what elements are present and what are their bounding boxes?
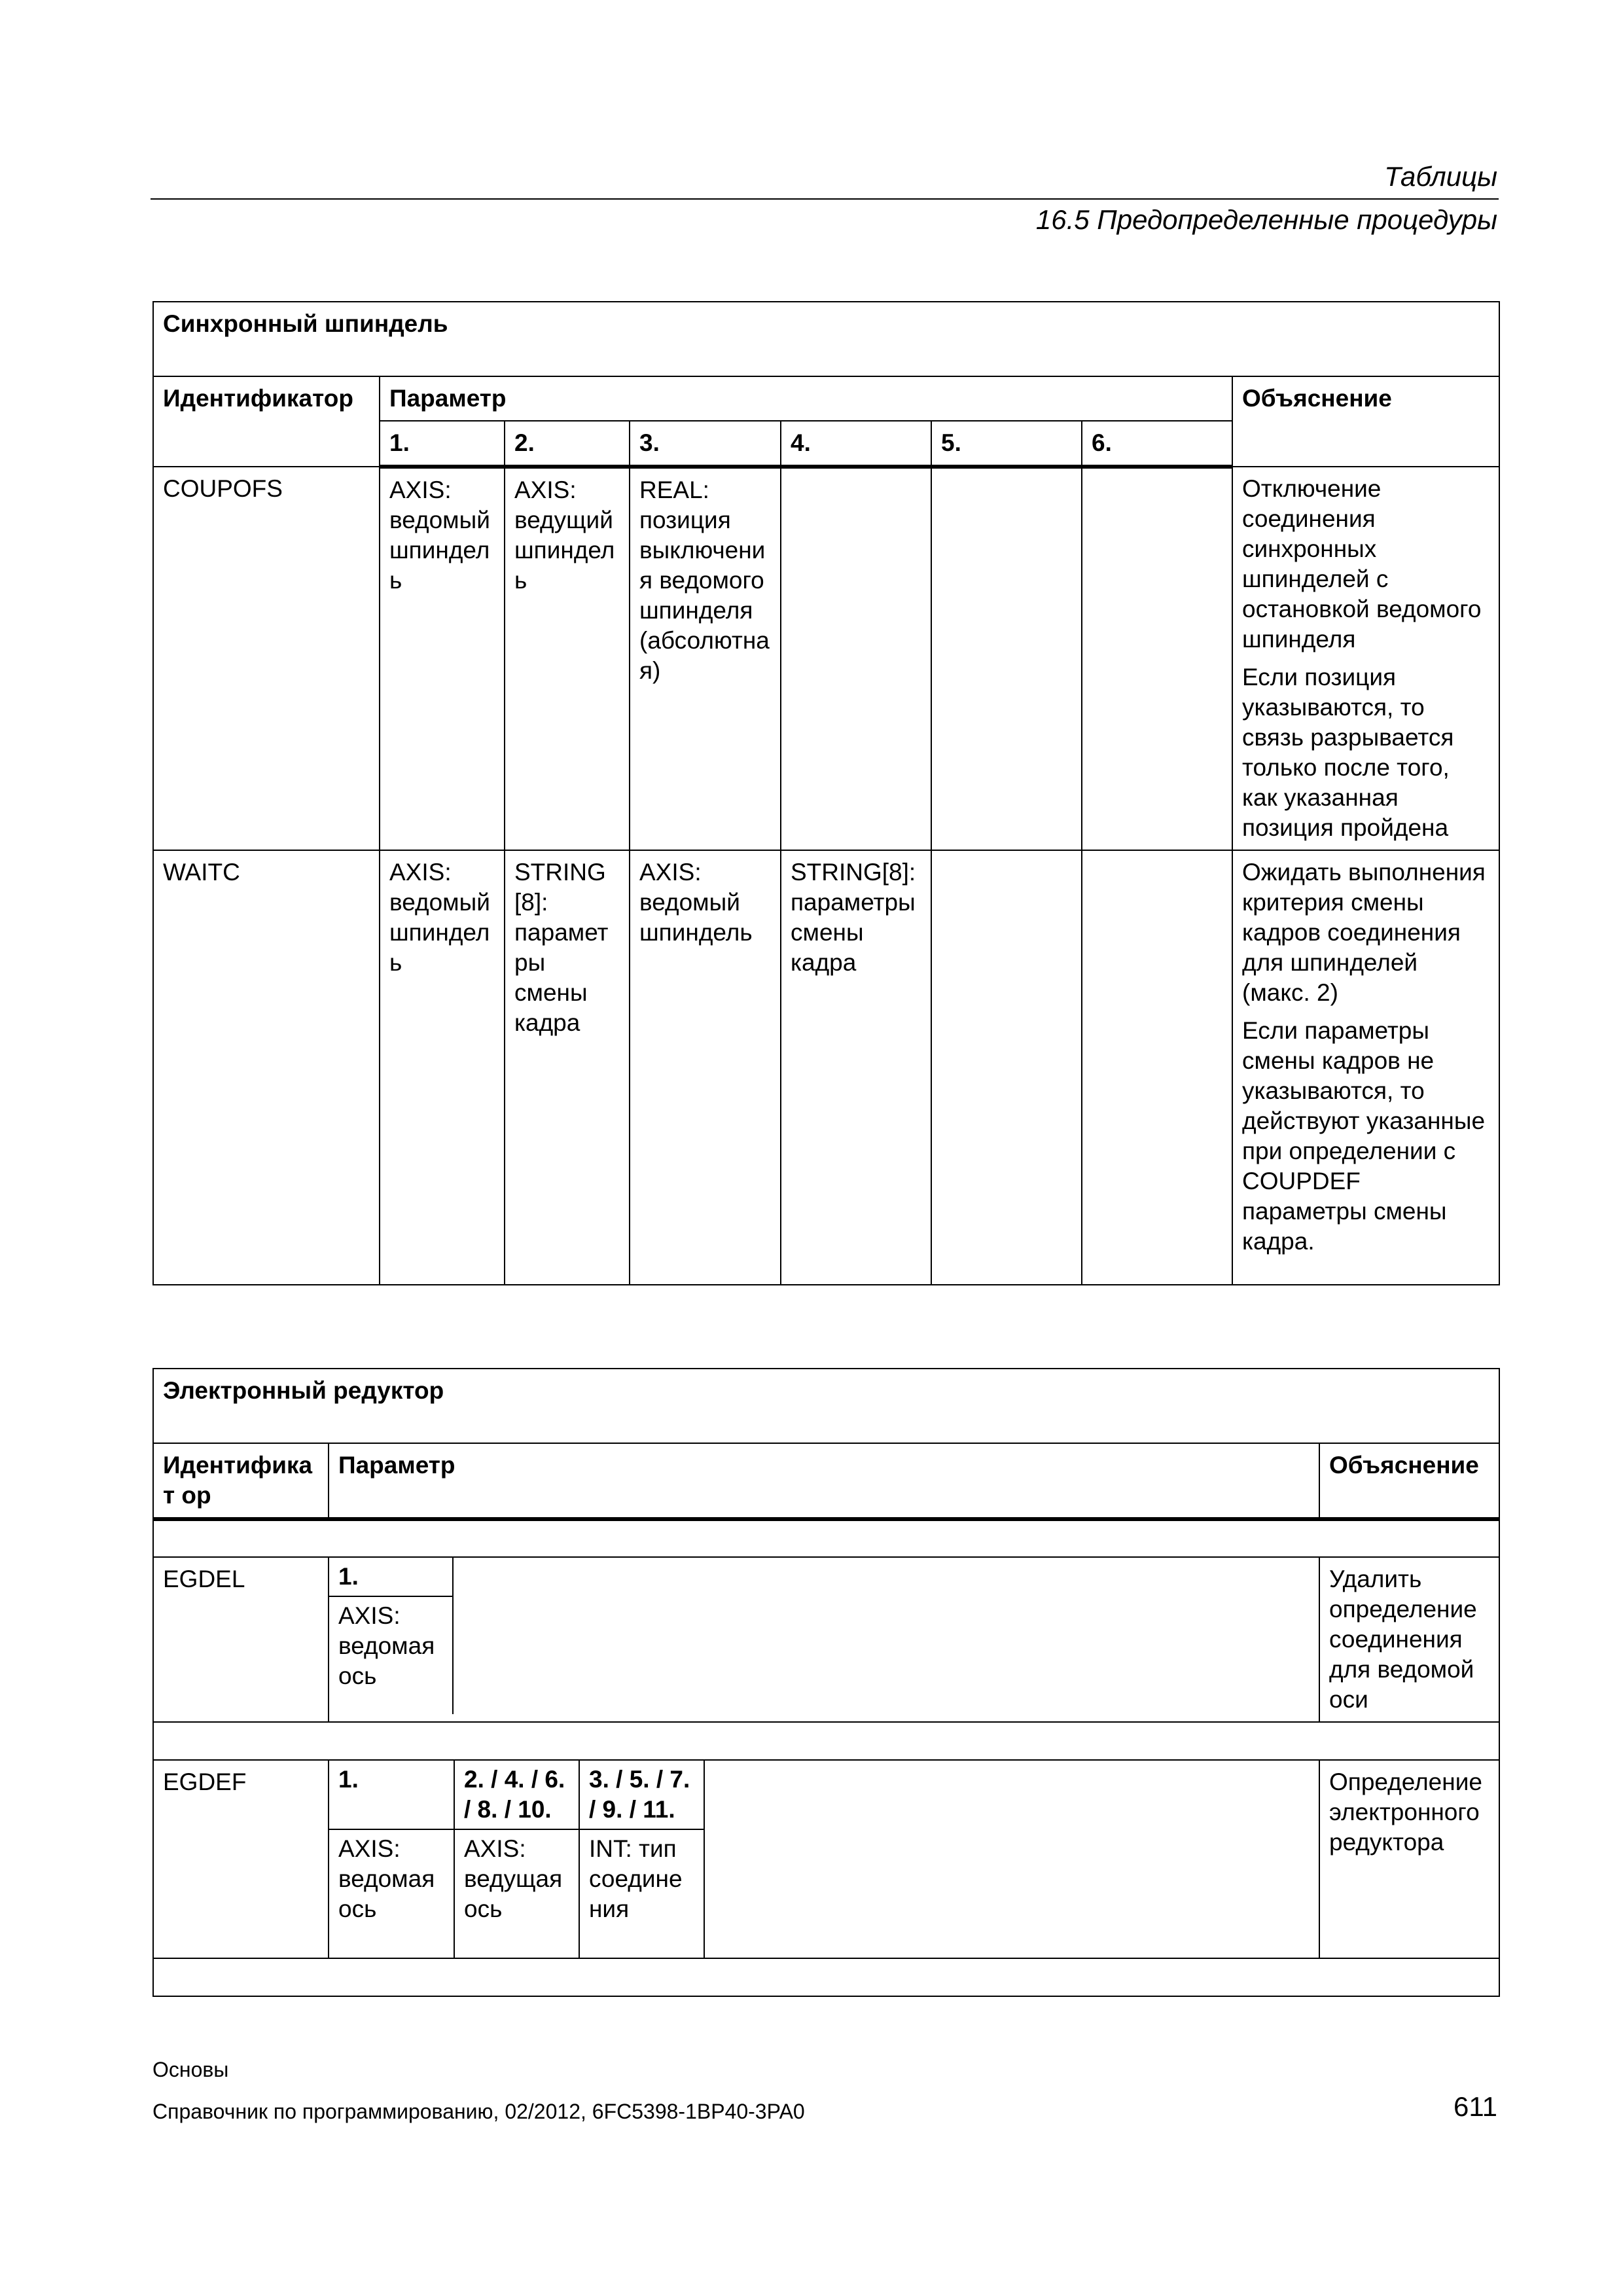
table-row	[153, 1557, 1499, 1722]
explanation-paragraph: Ожидать выполнения критерия смены кадров соединения для шпинделей (макс. 2)	[1242, 859, 1486, 1006]
explanation-paragraph: Если позиция указываются, то связь разрывается только после того, как указанная позиция пройдена	[1242, 664, 1454, 841]
table-row	[153, 1760, 1499, 1958]
col-parameter: Параметр	[329, 1443, 1319, 1519]
col-explanation: Объяснение	[1319, 1443, 1499, 1519]
sync-spindle-table	[152, 301, 1500, 1285]
row-param-5	[931, 850, 1082, 1285]
col-parameter: Параметр	[380, 376, 1232, 421]
egdel-param-val-1: AXIS: ведомая ось	[329, 1596, 453, 1714]
row-identifier: EGDEF	[153, 1760, 329, 1958]
egdef-param-head-3: 3. / 5. / 7. / 9. / 11.	[579, 1761, 704, 1829]
row-explanation: Удалить определение соединения для ведомой оси	[1319, 1557, 1499, 1722]
egdef-param-val-1: AXIS: ведомая ось	[329, 1829, 454, 1958]
row-param-4: STRING[8]: параметры смены кадра	[781, 850, 931, 1285]
param-num-4: 4.	[781, 421, 931, 467]
row-explanation	[1232, 850, 1499, 1285]
row-explanation: Определение электронного редуктора	[1319, 1760, 1499, 1958]
header-rule	[151, 198, 1499, 200]
footer-title: Основы	[152, 2058, 229, 2081]
egdef-param-val-3: INT: тип соедине ния	[579, 1829, 704, 1958]
egear-title: Электронный редуктор	[153, 1369, 1499, 1443]
row-identifier: COUPOFS	[153, 467, 380, 850]
row-params	[329, 1557, 1319, 1722]
page-number: 611	[1454, 2091, 1497, 2122]
header-section: Таблицы	[1384, 161, 1497, 192]
param-num-5: 5.	[931, 421, 1082, 467]
spacer-row	[153, 1958, 1499, 1996]
egdel-param-head-1: 1.	[329, 1558, 453, 1596]
egdel-param-table	[329, 1558, 454, 1714]
spacer-row	[153, 1722, 1499, 1760]
row-param-5	[931, 467, 1082, 850]
row-param-6	[1082, 850, 1232, 1285]
param-num-2: 2.	[505, 421, 630, 467]
col-identifier: Идентификат ор	[153, 1443, 329, 1519]
egdef-param-head-2: 2. / 4. / 6. / 8. / 10.	[454, 1761, 579, 1829]
explanation-paragraph: Если параметры смены кадров не указываются, то действуют указанные при определении с COUPDEF параметры смены кадра.	[1242, 1017, 1486, 1255]
row-params	[329, 1760, 1319, 1958]
egdef-param-table	[329, 1761, 705, 1958]
row-param-2: AXIS: ведущий шпиндел ь	[505, 467, 630, 850]
row-identifier: WAITC	[153, 850, 380, 1285]
col-identifier: Идентификатор	[153, 376, 380, 467]
egear-table	[152, 1368, 1500, 1997]
row-param-1: AXIS: ведомый шпиндел ь	[380, 850, 505, 1285]
sync-spindle-title: Синхронный шпиндель	[153, 302, 1499, 376]
spacer-row	[153, 1519, 1499, 1557]
row-param-4	[781, 467, 931, 850]
row-param-3: REAL: позиция выключени я ведомого шпинделя (абсолютна я)	[630, 467, 781, 850]
param-num-6: 6.	[1082, 421, 1232, 467]
egdef-param-head-1: 1.	[329, 1761, 454, 1829]
col-explanation: Объяснение	[1232, 376, 1499, 467]
table-row	[153, 850, 1499, 1285]
egdef-param-val-2: AXIS: ведущая ось	[454, 1829, 579, 1958]
row-identifier: EGDEL	[153, 1557, 329, 1722]
row-explanation	[1232, 467, 1499, 850]
param-num-3: 3.	[630, 421, 781, 467]
footer-doc-ref: Справочник по программированию, 02/2012, 6FC5398-1BP40-3PA0	[152, 2100, 805, 2123]
explanation-paragraph: Отключение соединения синхронных шпинделей с остановкой ведомого шпинделя	[1242, 475, 1482, 653]
row-param-2: STRING [8]: парамет ры смены кадра	[505, 850, 630, 1285]
table-row	[153, 467, 1499, 850]
row-param-1: AXIS: ведомый шпиндел ь	[380, 467, 505, 850]
param-num-1: 1.	[380, 421, 505, 467]
row-param-6	[1082, 467, 1232, 850]
header-subsection: 16.5 Предопределенные процедуры	[1035, 204, 1497, 235]
row-param-3: AXIS: ведомый шпиндель	[630, 850, 781, 1285]
